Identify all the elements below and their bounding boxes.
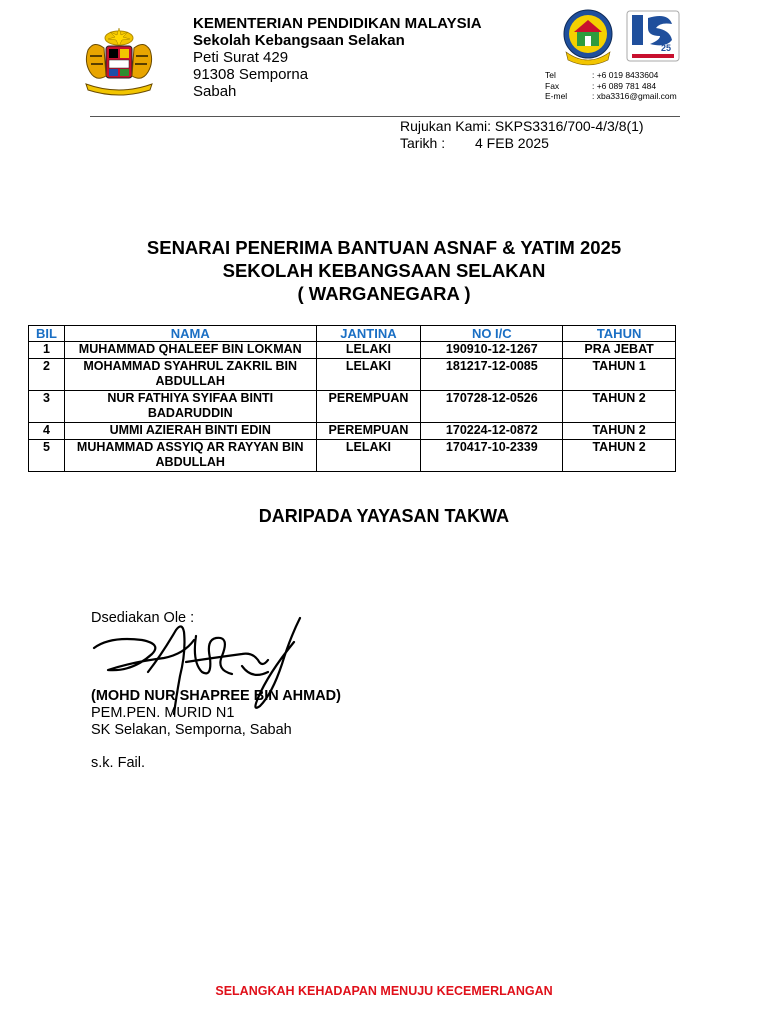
date-label: Tarikh : bbox=[400, 135, 446, 151]
date-value: 4 FEB 2025 bbox=[475, 135, 549, 151]
cell-tahun: PRA JEBAT bbox=[563, 342, 676, 359]
table-row bbox=[29, 440, 676, 472]
table-header-row bbox=[29, 326, 676, 342]
table-row bbox=[29, 391, 676, 423]
address-line-1: Peti Surat 429 bbox=[193, 49, 289, 66]
cell-bil: 5 bbox=[29, 440, 65, 472]
table-row bbox=[29, 423, 676, 440]
ministry-name: KEMENTERIAN PENDIDIKAN MALAYSIA bbox=[193, 15, 482, 32]
contact-label: E-mel bbox=[545, 91, 568, 101]
cell-bil: 1 bbox=[29, 342, 65, 359]
cell-no-ic: 170728-12-0526 bbox=[421, 391, 563, 423]
reference-number: Rujukan Kami: SKPS3316/700-4/3/8(1) bbox=[400, 118, 644, 134]
address-line-3: Sabah bbox=[193, 83, 237, 100]
cell-no-ic: 181217-12-0085 bbox=[421, 359, 563, 391]
contact-row-fax bbox=[545, 81, 677, 92]
cell-nama: NUR FATHIYA SYIFAA BINTI BADARUDDIN bbox=[64, 391, 316, 423]
title-line-2: SEKOLAH KEBANGSAAN SELAKAN bbox=[222, 260, 546, 281]
recipient-table bbox=[28, 325, 676, 472]
cell-nama: UMMI AZIERAH BINTI EDIN bbox=[64, 423, 316, 440]
cell-tahun: TAHUN 2 bbox=[563, 391, 676, 423]
cell-bil: 4 bbox=[29, 423, 65, 440]
column-header-nama: NAMA bbox=[64, 326, 316, 342]
cell-nama: MUHAMMAD QHALEEF BIN LOKMAN bbox=[64, 342, 316, 359]
cell-tahun: TAHUN 2 bbox=[563, 440, 676, 472]
contact-value: : +6 019 8433604 bbox=[592, 70, 659, 80]
contact-value: : +6 089 781 484 bbox=[592, 80, 657, 91]
signature-icon bbox=[92, 614, 304, 722]
cell-jantina: PEREMPUAN bbox=[316, 391, 421, 423]
cell-jantina: PEREMPUAN bbox=[316, 423, 421, 440]
table-row bbox=[29, 342, 676, 359]
reference-block bbox=[400, 118, 644, 152]
school-motto-footer: SELANGKAH KEHADAPAN MENUJU KECEMERLANGAN bbox=[215, 984, 553, 998]
title-line-3: ( WARGANEGARA ) bbox=[297, 283, 471, 304]
contact-label: Tel bbox=[545, 70, 556, 80]
sponsor-heading: DARIPADA YAYASAN TAKWA bbox=[258, 506, 510, 526]
column-header-jantina: JANTINA bbox=[316, 326, 421, 342]
school-letterhead bbox=[193, 15, 482, 100]
column-header-no-ic: NO I/C bbox=[421, 326, 563, 342]
column-header-bil: BIL bbox=[29, 326, 65, 342]
cell-no-ic: 190910-12-1267 bbox=[421, 342, 563, 359]
address-line-2: 91308 Semporna bbox=[193, 66, 309, 83]
cell-no-ic: 170417-10-2339 bbox=[421, 440, 563, 472]
contact-row-tel bbox=[545, 70, 677, 81]
cell-jantina: LELAKI bbox=[316, 440, 421, 472]
contact-label: Fax bbox=[545, 80, 560, 91]
cell-nama: MOHAMMAD SYAHRUL ZAKRIL BIN ABDULLAH bbox=[64, 359, 316, 391]
carbon-copy: s.k. Fail. bbox=[91, 755, 145, 771]
signer-name: (MOHD NUR SHAPREE BIN AHMAD) bbox=[91, 688, 341, 704]
logo-number: 25 bbox=[660, 43, 672, 53]
cell-tahun: TAHUN 2 bbox=[563, 423, 676, 440]
prepared-by-label: Dsediakan Ole : bbox=[91, 610, 195, 626]
cell-nama: MUHAMMAD ASSYIQ AR RAYYAN BIN ABDULLAH bbox=[64, 440, 316, 472]
school-name: Sekolah Kebangsaan Selakan bbox=[193, 32, 405, 49]
contact-value: : xba3316@gmail.com bbox=[592, 91, 677, 101]
cell-bil: 2 bbox=[29, 359, 65, 391]
cell-tahun: TAHUN 1 bbox=[563, 359, 676, 391]
contact-row-email bbox=[545, 91, 677, 102]
school-logo-icon bbox=[562, 8, 614, 66]
cell-bil: 3 bbox=[29, 391, 65, 423]
title-line-1: SENARAI PENERIMA BANTUAN ASNAF & YATIM 2025 bbox=[146, 237, 622, 258]
column-header-tahun: TAHUN bbox=[563, 326, 676, 342]
signer-position: PEM.PEN. MURID N1 bbox=[91, 705, 235, 721]
cell-no-ic: 170224-12-0872 bbox=[421, 423, 563, 440]
contact-info bbox=[545, 70, 677, 102]
date-line bbox=[400, 135, 644, 152]
malaysia-crest-icon bbox=[82, 26, 156, 98]
header-divider bbox=[90, 116, 680, 117]
document-title bbox=[0, 236, 768, 305]
cell-jantina: LELAKI bbox=[316, 359, 421, 391]
anniversary-logo-icon bbox=[626, 10, 680, 62]
table-row bbox=[29, 359, 676, 391]
cell-jantina: LELAKI bbox=[316, 342, 421, 359]
signer-location: SK Selakan, Semporna, Sabah bbox=[91, 722, 292, 738]
